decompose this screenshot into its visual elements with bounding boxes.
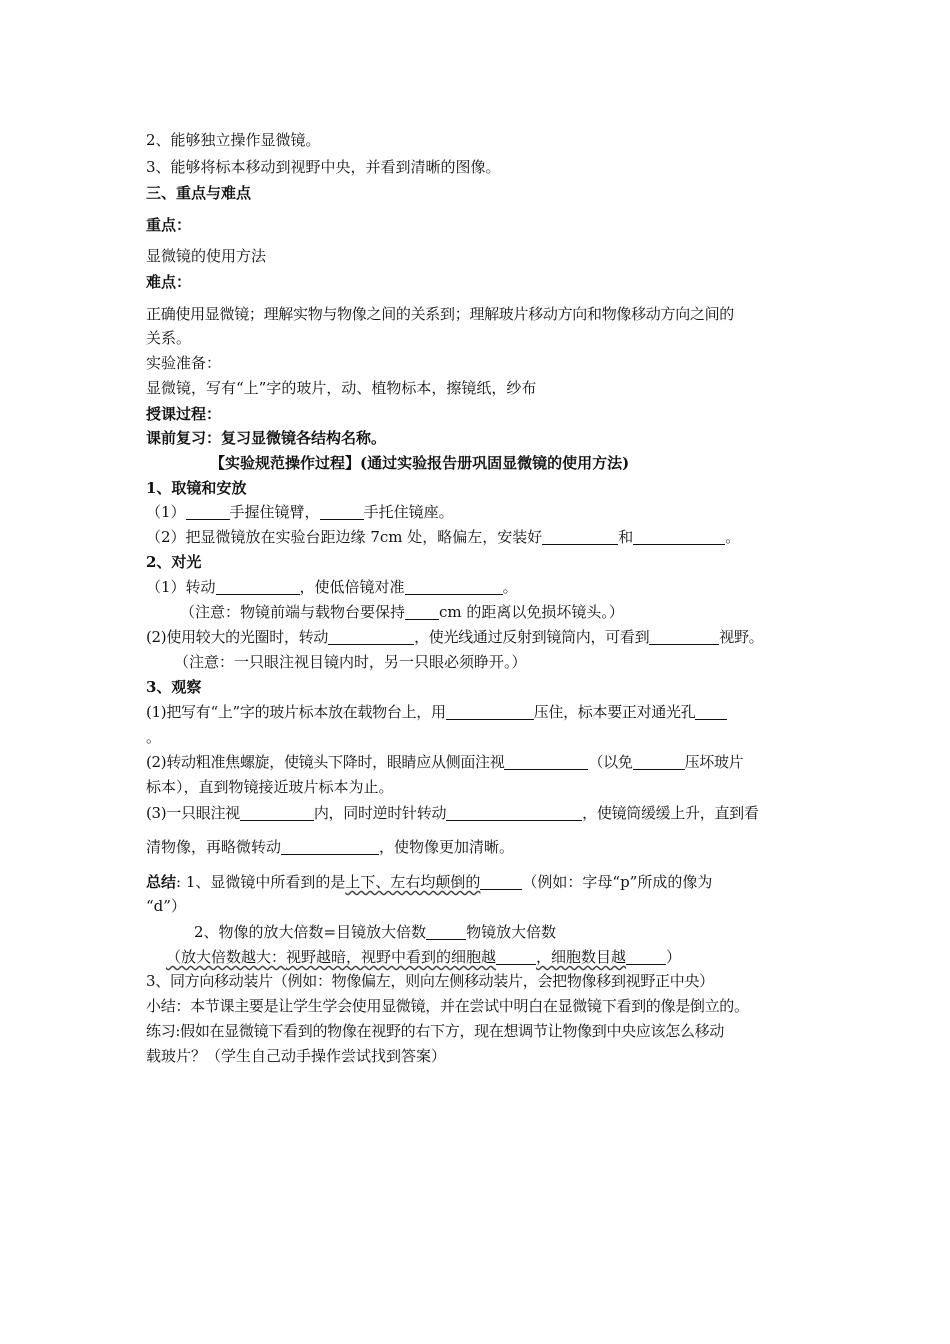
blank-fine-knob[interactable]: [281, 838, 379, 855]
step2-l2-mid: ，使光线通过反射到镜筒内，可看到: [414, 628, 650, 646]
summary-line-1: [146, 872, 712, 892]
goal-item-3: 3、能够将标本移动到视野中央，并看到清晰的图像。: [146, 158, 501, 176]
summary-line-2: [194, 922, 556, 942]
prep-items: 显微镜，写有“上”字的玻片，动、植物标本，擦镜纸，纱布: [146, 379, 537, 397]
blank-aperture[interactable]: [695, 703, 727, 720]
step3-l3end-prefix: 清物像，再略微转动: [146, 838, 282, 856]
step3-l1-mid: 压住，标本要正对通光孔: [533, 703, 696, 721]
summary-s2-prefix: 2、物像的放大倍数=目镜放大倍数: [194, 923, 427, 941]
conclusion-text: 小结：本节课主要是让学生学会使用显微镜，并在尝试中明白在显微镜下看到的像是倒立的。: [146, 997, 749, 1015]
step1-l1-mid: 手握住镜臂，: [229, 503, 320, 521]
summary-line-4: 3、同方向移动装片（例如：物像偏左，则向左侧移动装片，会把物像移到视野正中央）: [146, 972, 714, 990]
step3-title: 3、观察: [146, 678, 202, 696]
blank-eyepiece[interactable]: [240, 804, 314, 821]
step2-note-2: （注意：一只眼注视目镜内时，另一只眼必须睁开。）: [174, 653, 527, 671]
blank-clip[interactable]: [446, 703, 534, 720]
blank-view-field[interactable]: [649, 628, 719, 645]
step2-l1-mid: ，使低倍镜对准: [299, 578, 405, 596]
prep-label: 实验准备：: [146, 354, 222, 372]
focus-label: 重点：: [146, 216, 192, 234]
step2-note1-prefix: （注意：物镜前端与载物台要保持: [180, 603, 406, 621]
blank-cell-size[interactable]: [496, 948, 536, 965]
step1-l1-end: 手托住镜座。: [363, 503, 454, 521]
exercise-line-1: 练习:假如在显微镜下看到的物像在视野的右下方，现在想调节让物像到中央应该怎么移动: [146, 1022, 725, 1040]
blank-install-1[interactable]: [542, 528, 618, 545]
summary-s1-prefix: : 1、显微镜中所看到的是: [176, 873, 346, 891]
section-heading-key-points: 三、重点与难点: [146, 184, 252, 202]
step3-l1-prefix: (1)把写有“上”字的玻片标本放在载物台上，用: [146, 703, 446, 721]
step2-l1-end: 。: [502, 578, 518, 596]
section-title: 【实验规范操作过程】(通过实验报告册巩固显微镜的使用方法): [210, 454, 630, 472]
exercise-line-2: 载玻片？（学生自己动手操作尝试找到答案）: [146, 1047, 447, 1065]
summary-s3-end: ）: [666, 948, 682, 966]
summary-s3-wavy: 视野越暗，视野中看到的细胞越: [286, 948, 497, 966]
step2-l2-prefix: (2)使用较大的光圈时，转动: [146, 628, 329, 646]
step3-l2-end: 压坏玻片: [684, 753, 744, 771]
step3-line-3: [146, 803, 759, 823]
step1-line-2: [146, 527, 740, 547]
blank-hand-base[interactable]: [320, 503, 364, 520]
summary-label: 总结: [146, 873, 177, 891]
step3-l2-prefix: (2)转动粗准焦螺旋，使镜头下降时，眼睛应从侧面注视: [146, 753, 505, 771]
review-text: 课前复习：复习显微镜各结构名称。: [146, 429, 387, 447]
difficulty-text-line-1: 正确使用显微镜；理解实物与物像之间的关系到；理解玻片移动方向和物像移动方向之间的: [146, 305, 735, 323]
blank-operator[interactable]: [426, 923, 466, 940]
step2-title: 2、对光: [146, 553, 202, 571]
step3-line-2: [146, 752, 743, 772]
summary-s3-prefix: （放大倍数越大：: [166, 948, 287, 966]
difficulty-label: 难点：: [146, 273, 192, 291]
step2-note-1: [180, 602, 624, 622]
step1-l2-prefix: （2）把显微镜放在实验台距边缘 7cm 处，略偏左，安装好: [146, 528, 543, 546]
step1-l1-prefix: （1）: [146, 503, 186, 521]
step3-line-3-end: [146, 837, 514, 857]
focus-text: 显微镜的使用方法: [146, 247, 267, 265]
blank-hand-arm[interactable]: [186, 503, 230, 520]
step1-l2-and: 和: [618, 528, 634, 546]
step3-l2-mid: （以免: [588, 753, 633, 771]
blank-distance[interactable]: [405, 603, 439, 620]
step3-line-1: [146, 702, 727, 722]
blank-mirror[interactable]: [328, 628, 414, 645]
blank-cell-count[interactable]: [626, 948, 666, 965]
process-label: 授课过程：: [146, 405, 222, 423]
step1-title: 1、取镜和安放: [146, 479, 247, 497]
blank-align[interactable]: [405, 578, 503, 595]
step2-note1-end: cm 的距离以免损坏镜头。）: [439, 603, 624, 621]
step1-line-1: [146, 502, 454, 522]
step1-l2-end: 。: [725, 528, 741, 546]
step3-l3-prefix: (3)一只眼注视: [146, 804, 240, 822]
blank-rotate[interactable]: [216, 578, 300, 595]
step2-l2-end: 视野。: [719, 628, 764, 646]
blank-coarse-knob[interactable]: [446, 804, 582, 821]
step2-line-2: [146, 627, 763, 647]
step2-line-1: [146, 577, 518, 597]
step2-l1-prefix: （1）转动: [146, 578, 216, 596]
goal-item-2: 2、能够独立操作显微镜。: [146, 131, 321, 149]
blank-watch[interactable]: [504, 753, 588, 770]
summary-line-3: [166, 947, 681, 967]
step3-l3-mid: 内，同时逆时针转动: [313, 804, 447, 822]
blank-image-type[interactable]: [480, 873, 522, 890]
difficulty-text-line-2: 关系。: [146, 329, 192, 347]
step3-l3end-end: ，使物像更加清晰。: [379, 838, 515, 856]
summary-s1-wavy: 上下、左右均颠倒的: [345, 873, 481, 891]
step3-l3-end: ，使镜筒缓缓上升，直到看: [582, 804, 759, 822]
step3-line-2-end: 标本），直到物镜接近玻片标本为止。: [146, 778, 394, 796]
summary-line-1-cont: “d”）: [146, 897, 186, 915]
blank-install-2[interactable]: [633, 528, 725, 545]
step3-line-1-end: 。: [146, 728, 162, 746]
summary-s2-end: 物镜放大倍数: [466, 923, 557, 941]
summary-s3-mid: ，细胞数目越: [536, 948, 627, 966]
summary-s1-example: （例如：字母“p”所成的像为: [522, 873, 713, 891]
blank-avoid[interactable]: [633, 753, 685, 770]
